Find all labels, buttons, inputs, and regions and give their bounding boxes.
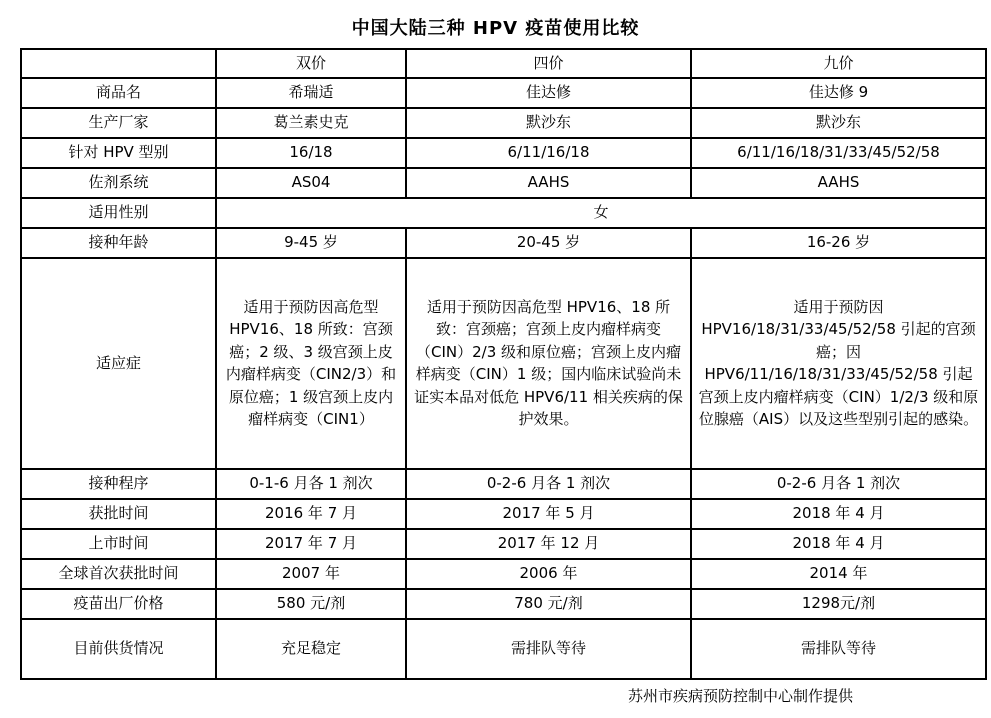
page-title: 中国大陆三种 HPV 疫苗使用比较 <box>351 18 640 39</box>
column-header-quadrivalent: 四价 <box>406 49 691 78</box>
row-market-launch-date <box>21 529 986 559</box>
cell: 默沙东 <box>406 108 691 138</box>
cell: 1298元/剂 <box>691 589 986 619</box>
cell: AAHS <box>691 168 986 198</box>
row-indications <box>21 258 986 469</box>
row-label: 适应症 <box>21 258 216 469</box>
row-approval-date <box>21 499 986 529</box>
cell: 0-2-6 月各 1 剂次 <box>691 469 986 499</box>
header-row <box>21 49 986 78</box>
attribution-text: 苏州市疾病预防控制中心制作提供 <box>627 686 853 705</box>
row-vaccination-schedule <box>21 469 986 499</box>
cell: 2017 年 7 月 <box>216 529 406 559</box>
row-hpv-types <box>21 138 986 168</box>
cell: 2018 年 4 月 <box>691 529 986 559</box>
vaccine-comparison-table <box>20 48 987 680</box>
row-label: 生产厂家 <box>21 108 216 138</box>
cell: 2017 年 5 月 <box>406 499 691 529</box>
row-label: 目前供货情况 <box>21 619 216 679</box>
row-applicable-gender <box>21 198 986 228</box>
cell: 需排队等待 <box>691 619 986 679</box>
cell: 16/18 <box>216 138 406 168</box>
cell: 0-1-6 月各 1 剂次 <box>216 469 406 499</box>
header-empty-cell <box>21 49 216 78</box>
row-first-global-approval <box>21 559 986 589</box>
cell: 希瑞适 <box>216 78 406 108</box>
cell: 葛兰素史克 <box>216 108 406 138</box>
cell: 佳达修 <box>406 78 691 108</box>
row-label: 商品名 <box>21 78 216 108</box>
cell: 需排队等待 <box>406 619 691 679</box>
row-vaccination-age <box>21 228 986 258</box>
cell: 20-45 岁 <box>406 228 691 258</box>
cell: 充足稳定 <box>216 619 406 679</box>
cell: AAHS <box>406 168 691 198</box>
cell-indication-ninevalent: 适用于预防因 HPV16/18/31/33/45/52/58 引起的宫颈癌；因 HPV6/11/16/18/31/33/45/52/58 引起宫颈上皮内瘤样病变（CIN）1/2/3 级和原位腺癌（AIS）以及这些型别引起的感染。 <box>691 258 986 469</box>
row-product-name <box>21 78 986 108</box>
row-current-supply <box>21 619 986 679</box>
row-label: 疫苗出厂价格 <box>21 589 216 619</box>
cell: 6/11/16/18/31/33/45/52/58 <box>691 138 986 168</box>
cell-indication-bivalent: 适用于预防因高危型 HPV16、18 所致：宫颈癌；2 级、3 级宫颈上皮内瘤样病变（CIN2/3）和原位癌；1 级宫颈上皮内瘤样病变（CIN1） <box>216 258 406 469</box>
row-label: 接种年龄 <box>21 228 216 258</box>
cell: AS04 <box>216 168 406 198</box>
cell: 2006 年 <box>406 559 691 589</box>
cell: 0-2-6 月各 1 剂次 <box>406 469 691 499</box>
cell: 2016 年 7 月 <box>216 499 406 529</box>
row-label: 全球首次获批时间 <box>21 559 216 589</box>
row-label: 上市时间 <box>21 529 216 559</box>
row-label: 获批时间 <box>21 499 216 529</box>
cell: 2017 年 12 月 <box>406 529 691 559</box>
column-header-ninevalent: 九价 <box>691 49 986 78</box>
cell: 2014 年 <box>691 559 986 589</box>
cell: 16-26 岁 <box>691 228 986 258</box>
row-factory-price <box>21 589 986 619</box>
cell: 默沙东 <box>691 108 986 138</box>
cell: 9-45 岁 <box>216 228 406 258</box>
cell-indication-quadrivalent: 适用于预防因高危型 HPV16、18 所致：宫颈癌；宫颈上皮内瘤样病变（CIN）2/3 级和原位癌；宫颈上皮内瘤样病变（CIN）1 级；国内临床试验尚未证实本品对低危 HPV6/11 相关疾病的保护效果。 <box>406 258 691 469</box>
row-label: 接种程序 <box>21 469 216 499</box>
row-label: 适用性别 <box>21 198 216 228</box>
column-header-bivalent: 双价 <box>216 49 406 78</box>
cell: 佳达修 9 <box>691 78 986 108</box>
cell: 6/11/16/18 <box>406 138 691 168</box>
row-label: 针对 HPV 型别 <box>21 138 216 168</box>
row-manufacturer <box>21 108 986 138</box>
row-adjuvant-system <box>21 168 986 198</box>
row-label: 佐剂系统 <box>21 168 216 198</box>
cell: 780 元/剂 <box>406 589 691 619</box>
cell: 2018 年 4 月 <box>691 499 986 529</box>
cell: 580 元/剂 <box>216 589 406 619</box>
cell-gender-merged: 女 <box>216 198 986 228</box>
cell: 2007 年 <box>216 559 406 589</box>
